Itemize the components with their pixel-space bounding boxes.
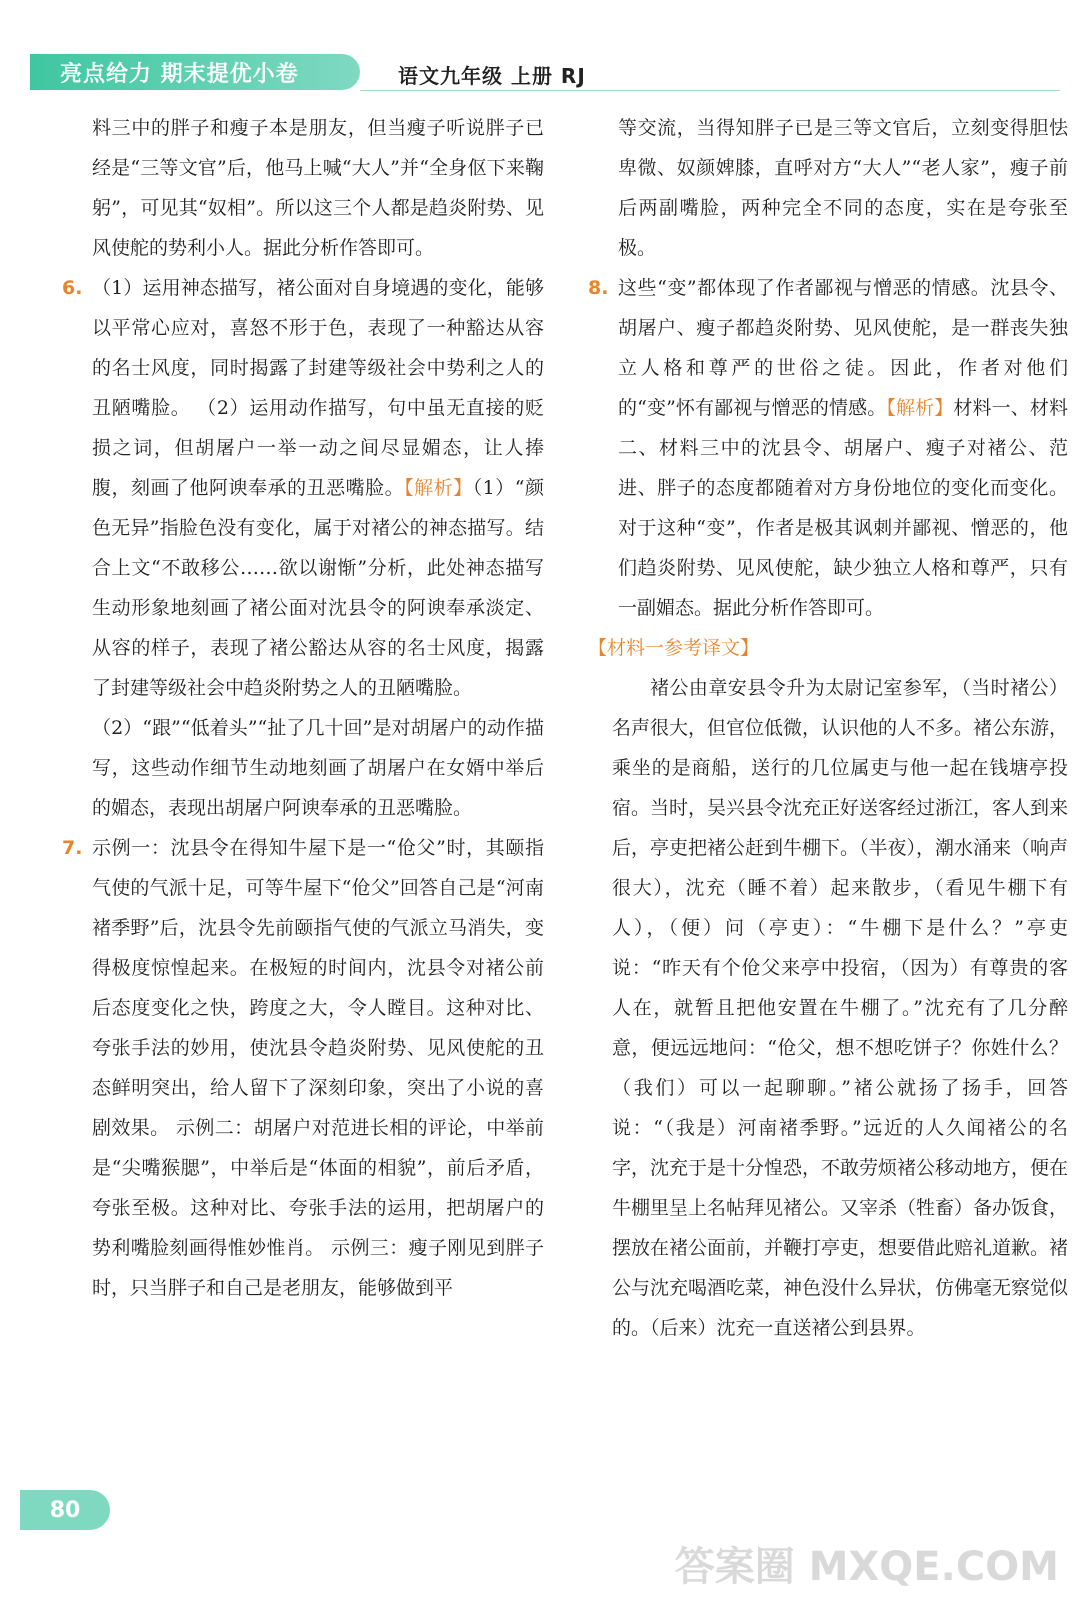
page-header — [30, 52, 1060, 92]
subject-label: 语文九年级 上册 RJ — [398, 64, 586, 88]
item5-continuation: 料三中的胖子和瘦子本是朋友，但当瘦子听说胖子已经是“三等文官”后，他马上喊“大人”并“全身伛下来鞠躬”，可见其“奴相”。所以这三个人都是趋炎附势、见风使舵的势利小人。据此分析作答即可。 — [92, 117, 544, 259]
series-title: 亮点给力 期末提优小卷 — [60, 61, 299, 87]
answer-text: （1）运用神态描写，褚公面对自身境遇的变化，能够以平常心应对，喜怒不形于色，表现了一种豁达从容的名士风度，同时揭露了封建等级社会中势利之人的丑陋嘴脸。 （2）运用动作描写，句中虽无直接的贬损之词，但胡屠户一举一动之间尽显媚态，让人捧腹，刻画了他阿谀奉承的丑恶嘴脸。【解析】（1）“颜色无异”指脸色没有变化，属于对褚公的神态描写。结合上文“不敢移公……欲以谢惭”分析，此处神态描写生动形象地刻画了褚公面对沈县令的阿谀奉承淡定、从容的样子，表现了褚公豁达从容的名士风度，揭露了封建等级社会中趋炎附势之人的丑陋嘴脸。 — [92, 277, 544, 699]
analysis-text: （1）“颜色无异”指脸色没有变化，属于对褚公的神态描写。结合上文“不敢移公……欲以谢惭”分析，此处神态描写生动形象地刻画了褚公面对沈县令的阿谀奉承淡定、从容的样子，表现了褚公豁达从容的名士风度，揭露了封建等级社会中趋炎附势之人的丑陋嘴脸。 — [92, 477, 544, 699]
watermark-logo: 答案圈 MXQE.COM — [674, 1544, 1059, 1590]
reference-text: 褚公由章安县令升为太尉记室参军，（当时褚公）名声很大，但官位低微，认识他的人不多。褚公东游，乘坐的是商船，送行的几位属吏与他一起在钱塘亭投宿。当时，吴兴县令沈充正好送客经过浙江，客人到来后，亭吏把褚公赶到牛棚下。（半夜），潮水涌来（响声很大），沈充（睡不着）起来散步，（看见牛棚下有人），（便）问（亭吏）：“牛棚下是什么？”亭吏说：“昨天有个伧父来亭中投宿，（因为）有尊贵的客人在，就暂且把他安置在牛棚了。”沈充有了几分醉意，便远远地问：“伧父，想不想吃饼子？你姓什么？（我们）可以一起聊聊。”褚公就扬了扬手，回答说：“（我是）河南褚季野。”远近的人久闻褚公的名字，沈充于是十分惶恐，不敢劳烦褚公移动地方，便在牛棚里呈上名帖拜见褚公。又宰杀（牲畜）备办饭食，摆放在褚公面前，并鞭打亭吏，想要借此赔礼道歉。褚公与沈充喝酒吃菜，神色没什么异状，仿佛毫无察觉似的。（后来）沈充一直送褚公到县界。 — [612, 677, 1069, 1339]
right-column — [588, 108, 1068, 1348]
item-number: 7. — [62, 837, 83, 859]
analysis-tag: 【解析】 — [404, 477, 473, 499]
answer-text: 示例一：沈县令在得知牛屋下是一“伧父”时，其颐指气使的气派十足，可等牛屋下“伧父”回答自己是“河南褚季野”后，沈县令先前颐指气使的气派立马消失，变得极度惊惶起来。在极短的时间内，沈县令对褚公前后态度变化之快，跨度之大，令人瞠目。这种对比、夸张手法的妙用，使沈县令趋炎附势、见风使舵的丑态鲜明突出，给人留下了深刻印象，突出了小说的喜剧效果。 示例二：胡屠户对范进长相的评论，中举前是“尖嘴猴腮”，中举后是“体面的相貌”，前后矛盾，夸张至极。这种对比、夸张手法的运用，把胡屠户的势利嘴脸刻画得惟妙惟肖。 示例三：瘦子刚见到胖子时，只当胖子和自己是老朋友，能够做到平 — [92, 837, 544, 1299]
analysis-tag: 【解析】 — [886, 397, 954, 419]
item7-continuation: 等交流，当得知胖子已是三等文官后，立刻变得胆怯卑微、奴颜婢膝，直呼对方“大人”“老人家”，瘦子前后两副嘴脸，两种完全不同的态度，实在是夸张至极。 — [618, 117, 1068, 259]
answer-item-6 — [62, 268, 544, 828]
analysis-text-2: （2）“跟”“低着头”“扯了几十回”是对胡屠户的动作描写，这些动作细节生动地刻画了胡屠户在女婿中举后的媚态，表现出胡屠户阿谀奉承的丑恶嘴脸。 — [92, 717, 544, 819]
page-number: 80 — [20, 1490, 110, 1530]
header-divider — [360, 90, 1060, 91]
item-number: 6. — [62, 277, 83, 299]
item-number: 8. — [588, 277, 609, 299]
series-banner — [30, 54, 360, 90]
answer-item-7 — [62, 828, 544, 1308]
analysis-text: 材料一、材料二、材料三中的沈县令、胡屠户、瘦子对褚公、范进、胖子的态度都随着对方身份地位的变化而变化。对于这种“变”，作者是极其讽刺并鄙视、憎恶的，他们趋炎附势、见风使舵，缺少独立人格和尊严，只有一副媚态。据此分析作答即可。 — [618, 397, 1068, 619]
answer-item-8 — [588, 268, 1068, 628]
answer-text: 这些“变”都体现了作者鄙视与憎恶的情感。沈县令、胡屠户、瘦子都趋炎附势、见风使舵，是一群丧失独立人格和尊严的世俗之徒。因此，作者对他们的“变”怀有鄙视与憎恶的情感。【解析】材料一、材料二、材料三中的沈县令、胡屠户、瘦子对褚公、范进、胖子的态度都随着对方身份地位的变化而变化。对于这种“变”，作者是极其讽刺并鄙视、憎恶的，他们趋炎附势、见风使舵，缺少独立人格和尊严，只有一副媚态。据此分析作答即可。 — [618, 277, 1068, 619]
reference-title: 【材料一参考译文】 — [588, 637, 760, 659]
left-column — [62, 108, 544, 1308]
